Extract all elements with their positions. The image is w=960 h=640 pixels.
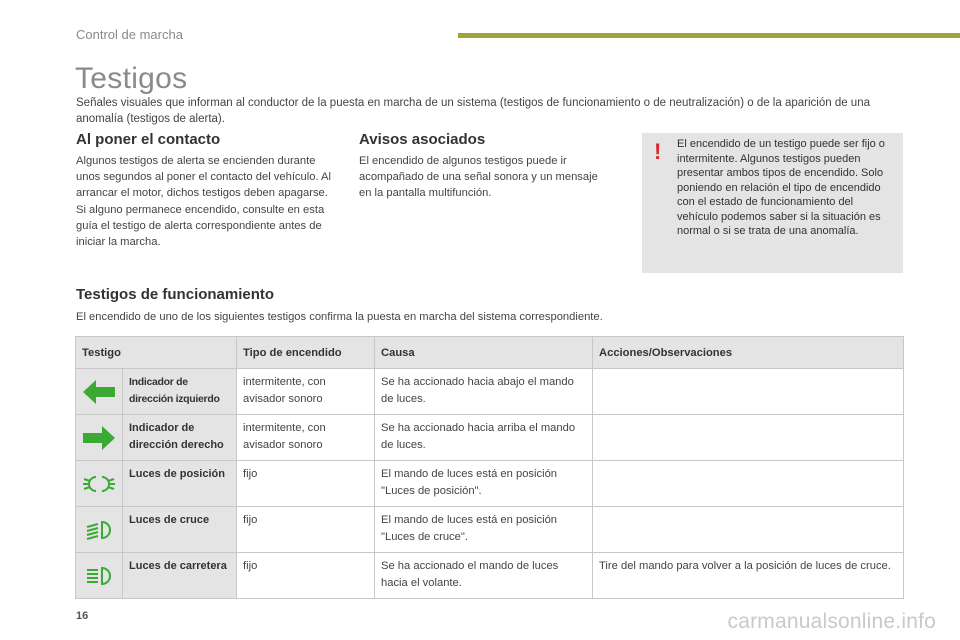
table-row (76, 553, 904, 599)
table-row (76, 461, 904, 507)
indicator-actions: Tire del mando para volver a la posición de luces de cruce. (593, 553, 904, 599)
header-tipo: Tipo de encendido (237, 337, 375, 369)
indicator-type: fijo (237, 461, 375, 507)
page-number: 16 (76, 610, 89, 622)
indicator-cause: Se ha accionado hacia abajo el mando de luces. (375, 369, 593, 415)
icon-cell (76, 369, 123, 415)
functioning-text: El encendido de uno de los siguientes testigos confirma la puesta en marcha del sistema correspondiente. (76, 311, 603, 323)
indicator-name: Indicador de dirección izquierdo (123, 369, 237, 415)
indicator-type: fijo (237, 553, 375, 599)
indicator-cause: El mando de luces está en posición "Luces de posición". (375, 461, 593, 507)
indicator-table (75, 336, 904, 599)
warnings-heading: Avisos asociados (359, 131, 486, 148)
note-text: El encendido de un testigo puede ser fijo o intermitente. Algunos testigos pueden presentar ambos tipos de encendido. Solo poniendo en relación el tipo de encendido con el estado de funcionamiento del vehículo podemos saber si la situación es normal o si se trata de una anomalía. (677, 138, 885, 237)
indicator-name: Indicador de dirección derecho (123, 415, 237, 461)
indicator-actions (593, 369, 904, 415)
indicator-actions (593, 415, 904, 461)
table-row (76, 507, 904, 553)
header-accent-bar (458, 33, 960, 38)
note-box (642, 133, 903, 273)
low-beam-icon (84, 519, 114, 541)
indicator-cause: El mando de luces está en posición "Luces de cruce". (375, 507, 593, 553)
left-turn-arrow-icon (82, 379, 116, 405)
icon-cell (76, 553, 123, 599)
indicator-actions (593, 461, 904, 507)
indicator-actions (593, 507, 904, 553)
position-lights-icon (82, 473, 116, 495)
indicator-cause: Se ha accionado el mando de luces hacia el volante. (375, 553, 593, 599)
table-row (76, 369, 904, 415)
warnings-text: El encendido de algunos testigos puede ir acompañado de una señal sonora y un mensaje en la pantalla multifunción. (359, 155, 598, 200)
indicator-type: intermitente, con avisador sonoro (237, 415, 375, 461)
page-title: Testigos (75, 62, 188, 95)
indicator-name: Luces de posición (123, 461, 237, 507)
intro-text: Señales visuales que informan al conductor de la puesta en marcha de un sistema (testigos de funcionamiento o de neutralización) o de la aparición de una anomalía (testigos de alerta). (76, 97, 870, 125)
watermark: carmanualsonline.info (727, 610, 936, 633)
right-turn-arrow-icon (82, 425, 116, 451)
indicator-type: intermitente, con avisador sonoro (237, 369, 375, 415)
indicator-name: Luces de carretera (123, 553, 237, 599)
icon-cell (76, 507, 123, 553)
header-causa: Causa (375, 337, 593, 369)
header-acciones: Acciones/Observaciones (593, 337, 904, 369)
icon-cell (76, 415, 123, 461)
indicator-type: fijo (237, 507, 375, 553)
icon-cell (76, 461, 123, 507)
functioning-heading: Testigos de funcionamiento (76, 286, 275, 303)
section-header: Control de marcha (76, 27, 183, 42)
header-testigo: Testigo (76, 337, 237, 369)
contact-heading: Al poner el contacto (76, 131, 221, 148)
high-beam-icon (84, 565, 114, 587)
table-header-row (76, 337, 904, 369)
contact-text: Algunos testigos de alerta se encienden durante unos segundos al poner el contacto del vehículo. Al arrancar el motor, dichos testigos deben apagarse. Si alguno permanece encendido, consulte en esta guía el testigo de alerta correspondiente antes de iniciar la marcha. (76, 155, 332, 249)
exclamation-icon: ! (654, 139, 662, 164)
table-row (76, 415, 904, 461)
indicator-cause: Se ha accionado hacia arriba el mando de luces. (375, 415, 593, 461)
indicator-name: Luces de cruce (123, 507, 237, 553)
